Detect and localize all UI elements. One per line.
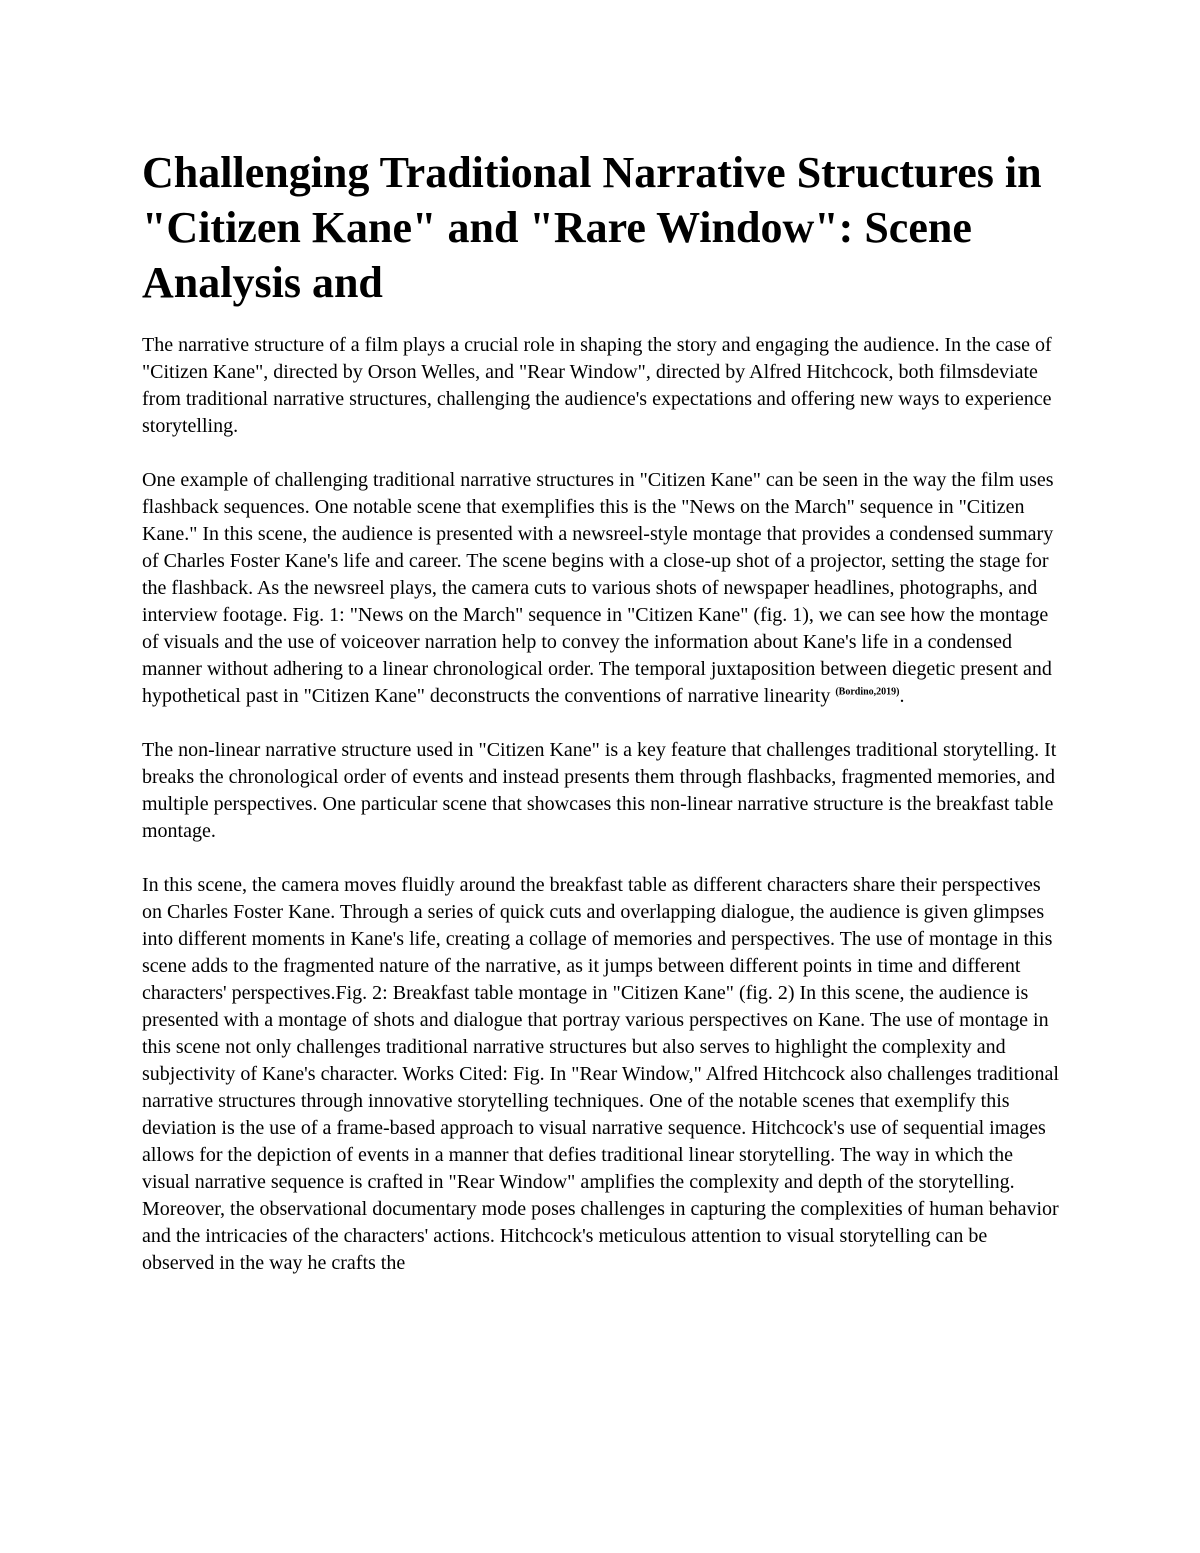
paragraph-flashback-end: . <box>899 685 905 707</box>
paragraph-breakfast-montage: In this scene, the camera moves fluidly around the breakfast table as different characters share their perspectives on Charles Foster Kane. Through a series of quick cuts and overlapping dialogue, the audience is given glimpses into different moments in Kane's life, creating a collage of memories and perspectives. The use of montage in this scene adds to the fragmented nature of the narrative, as it jumps between different points in time and different characters' perspectives.Fig. 2: Breakfast table montage in "Citizen Kane" (fig. 2) In this scene, the audience is presented with a montage of shots and dialogue that portray various perspectives on Kane. The use of montage in this scene not only challenges traditional narrative structures but also serves to highlight the complexity and subjectivity of Kane's character. Works Cited: Fig. In "Rear Window," Alfred Hitchcock also challenges traditional narrative structures through innovative storytelling techniques. One of the notable scenes that exemplify this deviation is the use of a frame-based approach to visual narrative sequence. Hitchcock's use of sequential images allows for the depiction of events in a manner that defies traditional linear storytelling. The way in which the visual narrative sequence is crafted in "Rear Window" amplifies the complexity and depth of the storytelling. Moreover, the observational documentary mode poses challenges in capturing the complexities of human behavior and the intricacies of the characters' actions. Hitchcock's meticulous attention to visual storytelling can be observed in the way he crafts the <box>142 874 1059 1274</box>
citation-superscript: (Bordino,2019) <box>835 686 900 698</box>
paragraph-flashback <box>142 467 1062 710</box>
paragraph-flashback-text: One example of challenging traditional narrative structures in "Citizen Kane" can be seen in the way the film uses flashback sequences. One notable scene that exemplifies this is the "News on the March" sequence in "Citizen Kane." In this scene, the audience is presented with a newsreel-style montage that provides a condensed summary of Charles Foster Kane's life and career. The scene begins with a close-up shot of a projector, setting the stage for the flashback. As the newsreel plays, the camera cuts to various shots of newspaper headlines, photographs, and interview footage. Fig. 1: "News on the March" sequence in "Citizen Kane" (fig. 1), we can see how the montage of visuals and the use of voiceover narration help to convey the information about Kane's life in a condensed manner without adhering to a linear chronological order. The temporal juxtaposition between diegetic present and hypothetical past in "Citizen Kane" deconstructs the conventions of narrative linearity <box>142 469 1054 707</box>
document-title: Challenging Traditional Narrative Structures in "Citizen Kane" and "Rare Window": Scene Analysis and <box>142 148 1042 307</box>
paragraph-intro: The narrative structure of a film plays a crucial role in shaping the story and engaging the audience. In the case of "Citizen Kane", directed by Orson Welles, and "Rear Window", directed by Alfred Hitchcock, both filmsdeviate from traditional narrative structures, challenging the audience's expectations and offering new ways to experience storytelling. <box>142 334 1052 437</box>
paragraph-nonlinear: The non-linear narrative structure used in "Citizen Kane" is a key feature that challenges traditional storytelling. It breaks the chronological order of events and instead presents them through flashbacks, fragmented memories, and multiple perspectives. One particular scene that showcases this non-linear narrative structure is the breakfast table montage. <box>142 739 1057 842</box>
document-page <box>142 145 1062 1304</box>
